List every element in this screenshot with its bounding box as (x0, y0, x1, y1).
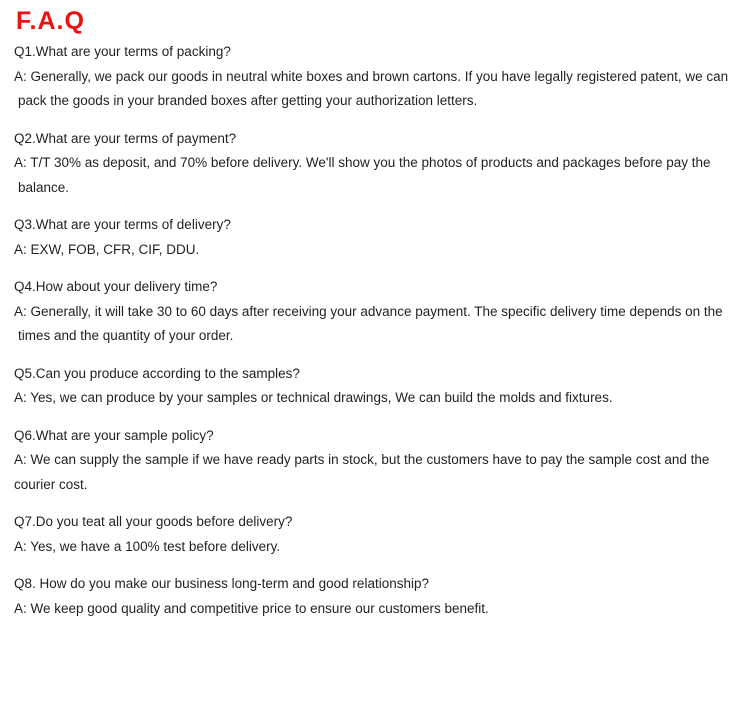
faq-item-7 (14, 510, 736, 559)
faq-answer-line: A: Generally, it will take 30 to 60 days after receiving your advance payment. The specific delivery time depends on the (14, 303, 723, 319)
faq-item-5 (14, 362, 736, 411)
faq-item-8 (14, 572, 736, 621)
faq-question: Q6.What are your sample policy? (14, 427, 214, 443)
faq-item-6 (14, 424, 736, 498)
faq-answer-line: A: EXW, FOB, CFR, CIF, DDU. (14, 241, 200, 257)
faq-question: Q4.How about your delivery time? (14, 279, 218, 294)
faq-answer-line: courier cost. (14, 476, 88, 492)
faq-question: Q7.Do you teat all your goods before delivery? (14, 514, 293, 529)
faq-answer-line: A: T/T 30% as deposit, and 70% before delivery. We'll show you the photos of products and packages before pay the (14, 155, 711, 170)
faq-answer-line: A: Yes, we have a 100% test before delivery. (14, 538, 281, 554)
faq-answer-line (14, 176, 736, 201)
faq-question: Q5.Can you produce according to the samples? (14, 365, 300, 381)
faq-answer-line: A: We can supply the sample if we have ready parts in stock, but the customers have to pay the sample cost and the (14, 452, 710, 467)
faq-item-3 (14, 213, 736, 262)
faq-question: Q3.What are your terms of delivery? (14, 217, 231, 232)
faq-answer-line (14, 89, 736, 114)
faq-question: Q2.What are your terms of payment? (14, 130, 237, 146)
faq-item-4 (14, 275, 736, 349)
faq-answer-continuation: pack the goods in your branded boxes after getting your authorization letters. (18, 93, 478, 108)
faq-answer-continuation: times and the quantity of your order. (18, 328, 234, 343)
faq-question: Q8. How do you make our business long-term and good relationship? (14, 576, 429, 591)
faq-item-2 (14, 127, 736, 201)
faq-answer-line (14, 324, 736, 349)
page-title: F.A.Q (16, 7, 85, 35)
faq-answer-line: A: Yes, we can produce by your samples or technical drawings, We can build the molds and fixtures. (14, 390, 613, 405)
faq-answer-line: A: We keep good quality and competitive price to ensure our customers benefit. (14, 600, 489, 616)
faq-question: Q1.What are your terms of packing? (14, 44, 231, 59)
faq-answer-line: A: Generally, we pack our goods in neutral white boxes and brown cartons. If you have legally registered patent, we can (14, 68, 729, 84)
faq-item-1 (14, 40, 736, 114)
faq-answer-continuation: balance. (18, 179, 70, 195)
